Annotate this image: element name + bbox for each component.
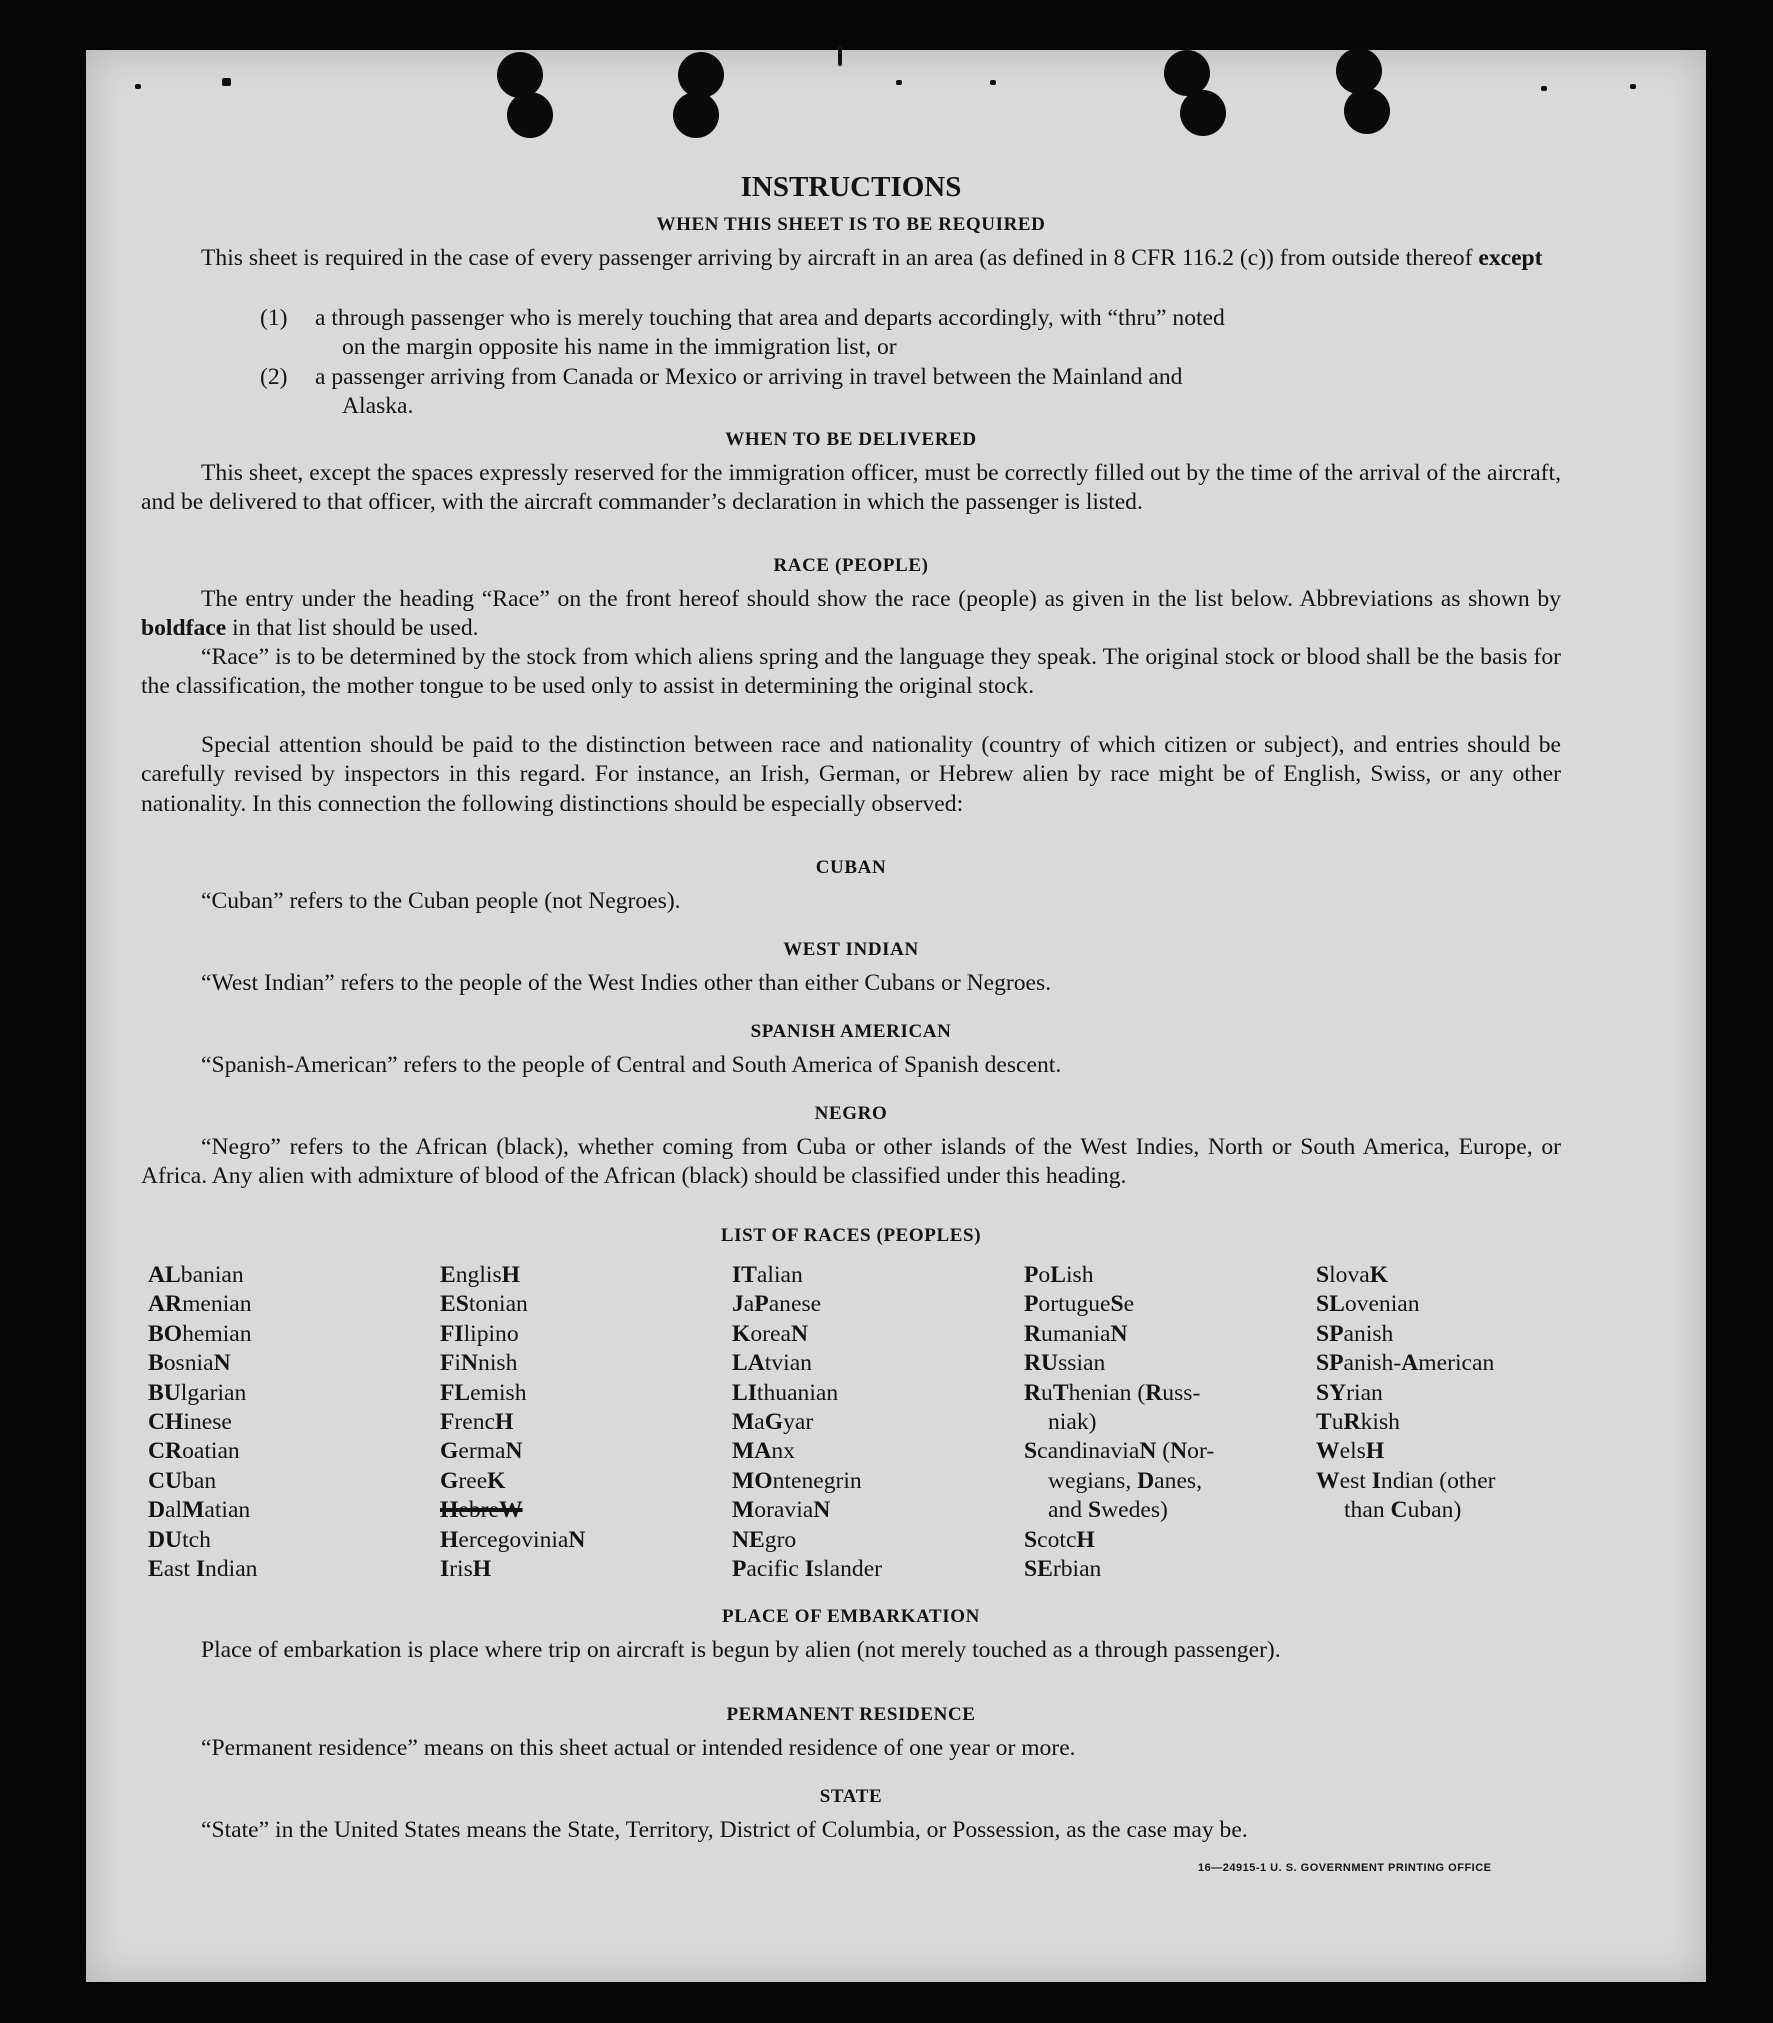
race-entry: LIthuanian — [732, 1379, 839, 1406]
heading-when-delivered: WHEN TO BE DELIVERED — [725, 429, 977, 450]
punch-hole — [673, 92, 719, 138]
speck — [1630, 84, 1636, 89]
race-entry: CHinese — [148, 1409, 232, 1436]
spanish-american-text: “Spanish-American” refers to the people of Central and South America of Spanish descent. — [201, 1052, 1062, 1078]
race-entry: WelsH — [1316, 1438, 1385, 1465]
race-entry: MAnx — [732, 1438, 795, 1465]
race-entry: MOntenegrin — [732, 1467, 862, 1494]
race-entry: MoraviaN — [732, 1497, 831, 1524]
speck — [838, 46, 842, 66]
race-entry: SLovenian — [1316, 1291, 1420, 1318]
heading-embarkation: PLACE OF EMBARKATION — [722, 1606, 980, 1627]
punch-hole — [497, 52, 543, 98]
residence-text: “Permanent residence” means on this sheet actual or intended residence of one year or more. — [201, 1735, 1076, 1761]
when-delivered-text: This sheet, except the spaces expressly reserved for the immigration officer, must be correctly filled out by the time of the arrival of the aircraft, and be delivered to that officer, with the aircraft commander’s declaration in which the passenger is listed. — [141, 460, 1561, 516]
race-entry: GreeK — [440, 1467, 506, 1494]
race-entry: RUssian — [1024, 1350, 1106, 1377]
heading-spanish-american: SPANISH AMERICAN — [750, 1021, 952, 1042]
race-entry: FiNnish — [440, 1350, 518, 1377]
race-entry: LAtvian — [732, 1350, 812, 1377]
punch-hole — [678, 52, 724, 98]
item-number: (2) — [260, 364, 288, 390]
heading-west-indian: WEST INDIAN — [783, 939, 919, 960]
races-column-1 — [148, 1261, 257, 1584]
races-column-5 — [1316, 1261, 1496, 1526]
race-entry: JaPanese — [732, 1291, 822, 1318]
race-entry: ITalian — [732, 1262, 803, 1288]
race-entry: wegians, Danes, — [1048, 1467, 1202, 1494]
race-entry: FrencH — [440, 1409, 514, 1436]
race-entry: PoLish — [1024, 1262, 1094, 1288]
punch-hole — [1180, 90, 1226, 136]
races-column-3 — [732, 1261, 882, 1584]
race-entry: ScandinaviaN (Nor- — [1024, 1438, 1215, 1465]
race-entry: ALbanian — [148, 1262, 244, 1288]
race-entry: KoreaN — [732, 1320, 809, 1347]
when-required-intro — [141, 244, 1561, 273]
speck — [222, 78, 231, 86]
race-entry: IrisH — [440, 1556, 492, 1583]
race-entry: EnglisH — [440, 1262, 520, 1288]
race-entry: TuRkish — [1316, 1409, 1400, 1436]
race-entry: BOhemian — [148, 1320, 252, 1347]
state-text: “State” in the United States means the State, Territory, District of Columbia, or Possession, as the case may be. — [201, 1817, 1248, 1843]
when-required-intro-text: This sheet is required in the case of every passenger arriving by aircraft in an area (as defined in 8 CFR 116.2 (c)) from outside thereof — [201, 245, 1473, 271]
printing-office-footer: 16—24915-1 U. S. GOVERNMENT PRINTING OFFICE — [1198, 1862, 1492, 1874]
race-entry: HebreW — [440, 1497, 523, 1524]
punch-hole — [507, 92, 553, 138]
race-entry: PortugueSe — [1024, 1291, 1135, 1318]
race-entry: CUban — [148, 1467, 217, 1494]
race-entry: NEgro — [732, 1526, 797, 1553]
race-entry: HercegoviniaN — [440, 1526, 586, 1553]
item-text-cont: Alaska. — [342, 393, 414, 420]
race-paragraph-1 — [141, 585, 1561, 644]
page-title: INSTRUCTIONS — [740, 171, 962, 203]
race-entry: than Cuban) — [1344, 1497, 1462, 1524]
race-entry: SPanish-American — [1316, 1350, 1495, 1377]
item-text: a passenger arriving from Canada or Mexico or arriving in travel between the Mainland and — [315, 364, 1183, 390]
item-number: (1) — [260, 305, 288, 331]
speck — [896, 80, 902, 85]
heading-state: STATE — [819, 1786, 883, 1807]
race-entry: SPanish — [1316, 1320, 1394, 1347]
heading-race: RACE (PEOPLE) — [773, 555, 929, 576]
west-indian-text: “West Indian” refers to the people of the West Indies other than either Cubans or Negroes. — [201, 970, 1052, 996]
punch-hole — [1336, 48, 1382, 94]
race-entry: FLemish — [440, 1379, 527, 1406]
list-item — [260, 304, 1560, 363]
race-entry: MaGyar — [732, 1409, 814, 1436]
race-p1a: The entry under the heading “Race” on the front hereof should show the race (people) as given in the list below. Abbreviations as shown by — [201, 586, 1561, 612]
speck — [1541, 86, 1547, 91]
race-paragraph-2: “Race” is to be determined by the stock from which aliens spring and the language they speak. The original stock or blood shall be the basis for the classification, the mother tongue to be used only to assist in determining the original stock. — [141, 644, 1561, 700]
race-entry: BUlgarian — [148, 1379, 247, 1406]
race-entry: SErbian — [1024, 1556, 1102, 1583]
heading-list-of-races: LIST OF RACES (PEOPLES) — [720, 1225, 982, 1246]
race-entry: RumaniaN — [1024, 1320, 1128, 1347]
boldface-word: boldface — [141, 615, 227, 642]
race-entry: DUtch — [148, 1526, 211, 1553]
speck — [990, 80, 996, 85]
race-entry: Pacific Islander — [732, 1556, 883, 1583]
races-column-4 — [1024, 1261, 1214, 1584]
race-entry: East Indian — [148, 1556, 258, 1583]
race-entry: BosniaN — [148, 1350, 231, 1377]
item-text: a through passenger who is merely touching that area and departs accordingly, with “thru” noted — [315, 305, 1225, 331]
race-entry: ARmenian — [148, 1291, 252, 1318]
cuban-text: “Cuban” refers to the Cuban people (not Negroes). — [201, 888, 681, 914]
speck — [135, 84, 141, 89]
race-entry: ScotcH — [1024, 1526, 1095, 1553]
heading-negro: NEGRO — [814, 1103, 888, 1124]
race-entry: RuThenian (Russ- — [1024, 1379, 1201, 1406]
list-item — [260, 363, 1560, 422]
heading-when-required: WHEN THIS SHEET IS TO BE REQUIRED — [656, 214, 1046, 235]
race-entry: SYrian — [1316, 1379, 1383, 1406]
race-entry: and Swedes) — [1048, 1497, 1168, 1524]
race-entry: GermaN — [440, 1438, 523, 1465]
item-text-cont: on the margin opposite his name in the immigration list, or — [342, 334, 897, 361]
punch-hole — [1344, 88, 1390, 134]
race-entry: FIlipino — [440, 1320, 519, 1347]
race-p1b: in that list should be used. — [232, 615, 479, 642]
race-entry: EStonian — [440, 1291, 528, 1318]
race-entry: West Indian (other — [1316, 1467, 1496, 1494]
race-entry: DalMatian — [148, 1497, 251, 1524]
heading-cuban: CUBAN — [815, 857, 887, 878]
races-column-2 — [440, 1261, 585, 1584]
race-paragraph-3: Special attention should be paid to the distinction between race and nationality (country of which citizen or subject), and entries should be carefully revised by inspectors in this regard. For instance, an Irish, German, or Hebrew alien by race might be of English, Swiss, or any other nationality. In this connection the following distinctions should be especially observed: — [141, 732, 1561, 817]
race-entry: niak) — [1048, 1409, 1097, 1436]
embarkation-text: Place of embarkation is place where trip on aircraft is begun by alien (not merely touched as a through passenger). — [201, 1637, 1281, 1663]
race-entry: CRoatian — [148, 1438, 240, 1465]
race-entry: SlovaK — [1316, 1262, 1389, 1288]
negro-text: “Negro” refers to the African (black), whether coming from Cuba or other islands of the West Indies, North or South America, Europe, or Africa. Any alien with admixture of blood of the African (black) should be classified under this heading. — [141, 1134, 1561, 1190]
heading-permanent-residence: PERMANENT RESIDENCE — [726, 1704, 976, 1725]
except-word: except — [1478, 245, 1543, 271]
